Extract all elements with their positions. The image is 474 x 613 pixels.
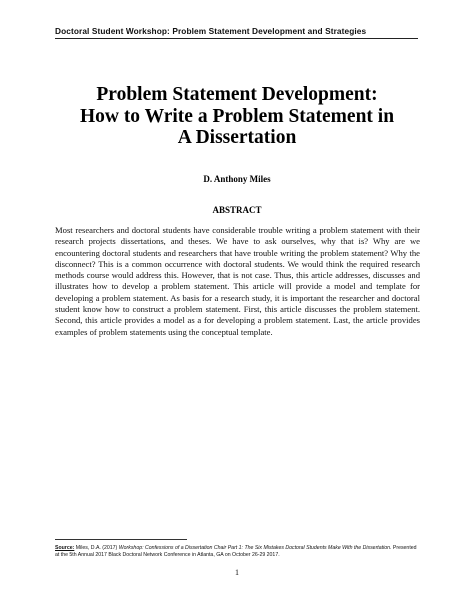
- title-line-2: How to Write a Problem Statement in: [79, 105, 395, 127]
- footnote-citation-start: Miles, D.A. (2017): [74, 545, 119, 551]
- running-header: Doctoral Student Workshop: Problem Statement Development and Strategies: [55, 26, 367, 36]
- footnote-source-label: Source:: [55, 545, 75, 551]
- footnote-citation-title: Workshop: Confessions of a Dissertation Chair Part 1: The Six Mistakes Doctoral Students Make With the Dissertation: [118, 545, 390, 551]
- header-rule: [55, 38, 418, 39]
- footnote-rule: [55, 539, 187, 540]
- source-footnote: [55, 545, 420, 559]
- paper-title: [40, 84, 434, 149]
- title-line-1: Problem Statement Development:: [96, 84, 378, 105]
- abstract-heading: ABSTRACT: [212, 205, 262, 215]
- page-number: 1: [235, 568, 239, 577]
- title-line-3: A Dissertation: [177, 127, 297, 148]
- footnote-citation-end: . Presented at the 5th Annual 2017 Black Doctoral Network Conference in Atlanta, GA on October 26-29 2017.: [55, 545, 417, 558]
- author-name: D. Anthony Miles: [203, 174, 271, 184]
- abstract-body: Most researchers and doctoral students have considerable trouble writing a problem statement with their research projects dissertations, and theses. We have to ask ourselves, why that is? Why are we encountering doctoral students and researchers that have trouble writing the problem statement? Why the disconnect? This is a common occurrence with doctoral students. We would think the required research methods course would address this. However, that is not case. Thus, this article addresses, discusses and illustrates how to develop a problem statement. This article will provide a model and template for developing a problem statement. As basis for a research study, it is important the researcher and doctoral student know how to construct a problem statement. First, this article discusses the problem statement. Second, this article provides a model as a for developing a problem statement. Last, the article provides examples of problem statements using the conceptual template.: [55, 225, 420, 337]
